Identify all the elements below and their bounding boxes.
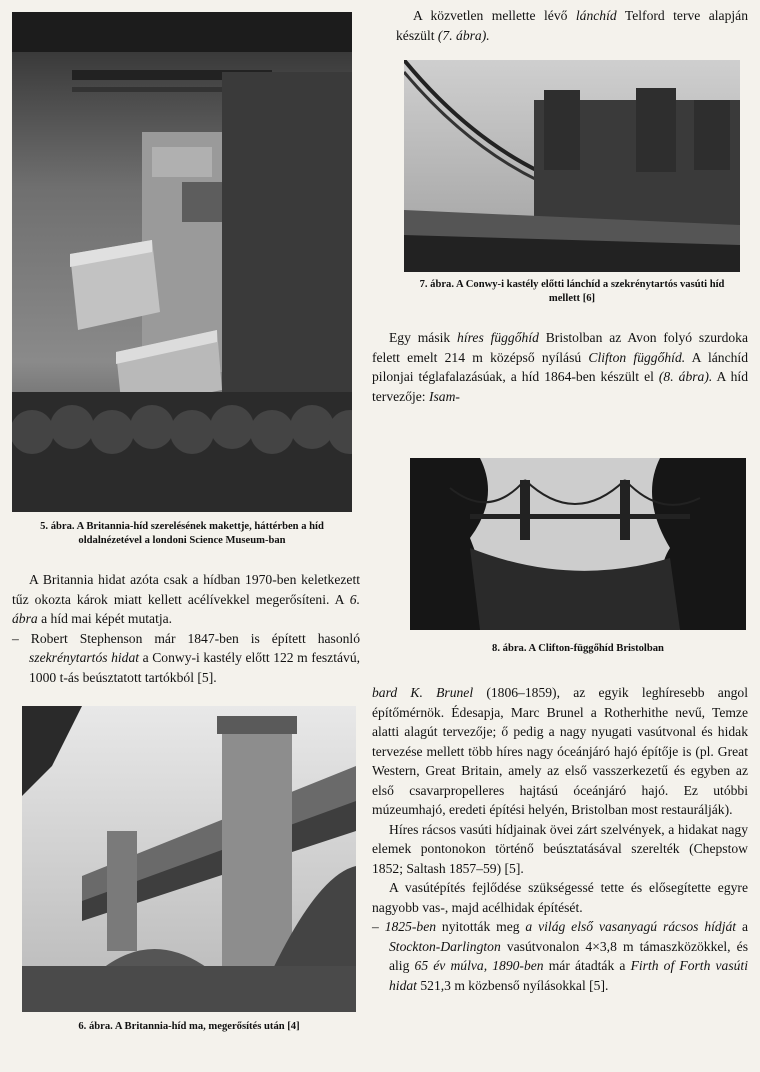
right-paragraph-clifton: Egy másik híres függőhíd Bristolban az Avon folyó szurdoka felett emelt 214 m középső nyílású Clifton függőhíd. A lánchíd pilonjai téglafalazásúak, a híd 1864-ben készült el (8. ábra). A híd tervezője: Isam- — [372, 330, 749, 404]
figure-5-photo — [12, 12, 352, 512]
right-paragraph-brunel: bard K. Brunel (1806–1859), az egyik leghíresebb angol építőmérnök. Édesapja, Marc Brunel a Rotherhithe nevű, Temze alatti alagút tervezője; ő pedig a nagy nyugati vasútvonal és hidak tervezése mellett több híres nagy óceánjáró hajó építője is (pl. Great Western, Great Britain, amely az első vasszerkezetű és egyben az első csavarpropelleres hajtású óceánjáró hajó. Ez utóbbi múzeumhajó, eredeti építési helyén, Bristolban most restaurálják). Híres rácsos vasúti hídjainak övei zárt szelvények, a hidakat nagy elemek pontonokon történő beúsztatásával szerelték (Chepstow 1852; Saltash 1857–59) [5]. A vasútépítés fejlődése szükségessé tette és elősegítette egyre nagyobb vas-, majd acélhidak építését. – 1825-ben nyitották meg a világ első vasanyagú rácsos hídját a Stockton-Darlington vasútvonalon 4×3,8 m támaszközökkel, és alig 65 év múlva, 1890-ben már átadták a Firth of Forth vasúti hidat 521,3 m közbenső nyílásokkal [5]. — [372, 685, 749, 993]
figure-5-caption: 5. ábra. A Britannia-híd szerelésének makettje, háttérben a híd oldalnézetével a londoni Science Museum-ban — [40, 521, 324, 546]
right-paragraph-top: A közvetlen mellette lévő lánchíd Telford terve alapján készült (7. ábra). — [396, 8, 748, 43]
figure-6-photo — [22, 706, 356, 1012]
left-paragraph-1: A Britannia hidat azóta csak a hídban 1970-ben keletkezett tűz okozta károk miatt kellett acélívekkel megerősíteni. A 6. ábra a híd mai képét mutatja. – Robert Stephenson már 1847-ben is épített hasonló szekrénytartós hidat a Conwy-i kastély előtt 122 m fesztávú, 1000 t-ás beúsztatott tartókból [5]. — [12, 572, 361, 685]
right-paragraph-vasut: A vasútépítés fejlődése szükségessé tette és elősegítette egyre nagyobb vas-, majd acélhidak építését. — [372, 880, 748, 915]
figure-7-caption: 7. ábra. A Conwy-i kastély előtti lánchíd a szekrénytartós vasúti híd mellett [6] — [419, 279, 725, 304]
figure-6-caption: 6. ábra. A Britannia-híd ma, megerősítés után [4] — [78, 1021, 300, 1032]
figure-8-photo — [410, 458, 746, 630]
right-paragraph-racsos: Híres rácsos vasúti hídjainak övei zárt szelvények, a hidakat nagy elemek pontonokon történő beúsztatásával szerelték (Chepstow 1852; Saltash 1857–59) [5]. — [372, 821, 748, 876]
figure-7-photo — [404, 60, 740, 272]
figure-8-caption: 8. ábra. A Clifton-függőhíd Bristolban — [492, 643, 664, 654]
